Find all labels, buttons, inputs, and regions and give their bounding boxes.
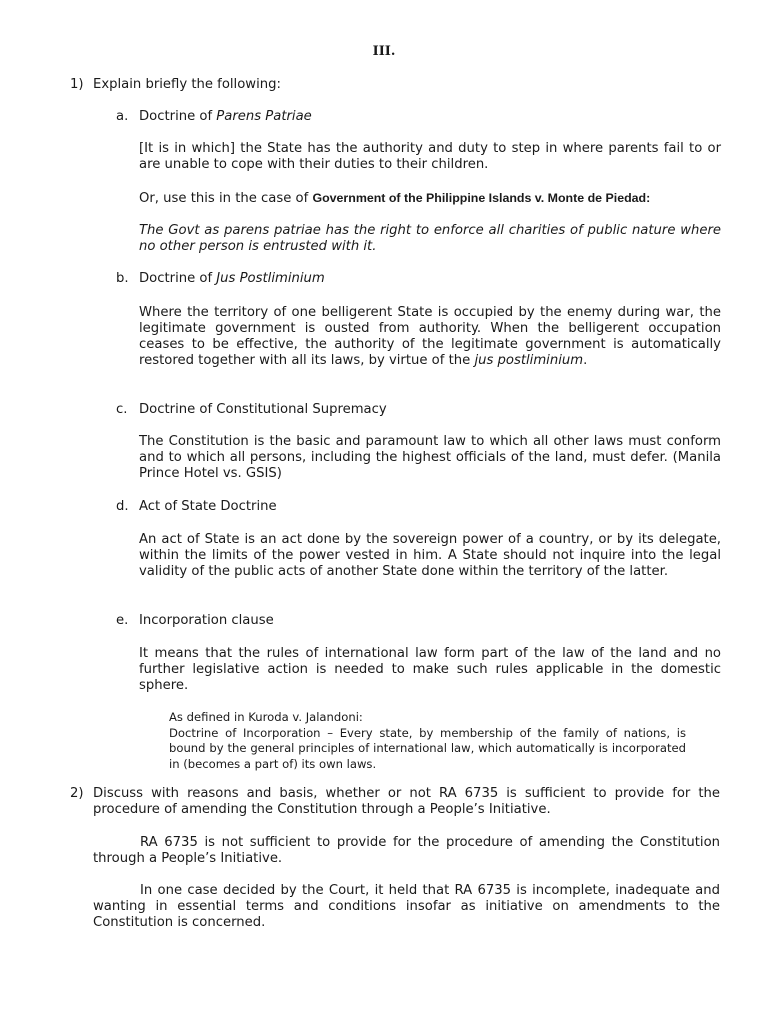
item-a-answer: [It is in which] the State has the authority and duty to step in where parents fail to or are unable to cope with their duties to their children.: [139, 141, 721, 172]
question-2-prompt: Discuss with reasons and basis, whether or not RA 6735 is sufficient to provide for the procedure of amending the Constitution through a People’s Initiative.: [93, 786, 720, 817]
item-a-case-answer: The Govt as parens patriae has the right to enforce all charities of public nature where no other person is entrusted with it.: [139, 223, 721, 254]
item-d-letter: d.: [116, 499, 129, 514]
item-b-heading-term: Jus Postliminium: [216, 271, 325, 286]
item-a-heading: [139, 109, 312, 125]
item-b-answer-term: jus postliminium: [474, 353, 584, 368]
item-d-heading: Act of State Doctrine: [139, 499, 277, 514]
item-b-letter: b.: [116, 271, 129, 286]
question-1-prompt: Explain briefly the following:: [93, 77, 281, 92]
item-a-letter: a.: [116, 109, 129, 124]
item-b-answer-main: Where the territory of one belligerent State is occupied by the enemy during war, the legitimate government is ousted from authority. When the belligerent occupation ceases to be effective, the authority of the legitimate government is automatically restored together with all its laws, by virtue of the: [139, 305, 721, 368]
item-a-case-intro: Or, use this in the case of: [139, 191, 313, 206]
question-2-number: 2): [70, 786, 84, 801]
item-e-quote: [169, 710, 686, 772]
item-b-answer-end: .: [583, 353, 588, 368]
item-b-answer: [139, 305, 721, 369]
section-heading: III.: [372, 44, 396, 59]
item-b-heading-prefix: Doctrine of: [139, 271, 217, 286]
item-b-heading: [139, 271, 325, 287]
item-e-answer: It means that the rules of international law form part of the law of the land and no further legislative action is needed to make such rules applicable in the domestic sphere.: [139, 646, 721, 693]
item-c-heading: Doctrine of Constitutional Supremacy: [139, 402, 387, 417]
item-a-heading-term: Parens Patriae: [216, 109, 312, 124]
item-e-heading: Incorporation clause: [139, 613, 274, 628]
question-2-answer-para-1: RA 6735 is not sufficient to provide for the procedure of amending the Constitution through a People’s Initiative.: [93, 835, 720, 866]
item-e-quote-body: Doctrine of Incorporation – Every state, by membership of the family of nations, is bound by the general principles of international law, which automatically is incorporated in (becomes a part of) its own laws.: [169, 725, 686, 771]
item-a-case-name: Government of the Philippine Islands v. Monte de Piedad:: [312, 191, 651, 205]
item-a-heading-prefix: Doctrine of: [139, 109, 217, 124]
item-e-quote-source: As defined in Kuroda v. Jalandoni:: [169, 710, 363, 724]
item-c-letter: c.: [116, 402, 128, 417]
item-d-answer: An act of State is an act done by the sovereign power of a country, or by its delegate, within the limits of the power vested in him. A State should not inquire into the legal validity of the public acts of another State done within the territory of the latter.: [139, 532, 721, 579]
item-c-answer: The Constitution is the basic and paramount law to which all other laws must conform and to which all persons, including the highest officials of the land, must defer. (Manila Prince Hotel vs. GSIS): [139, 434, 721, 481]
question-1-number: 1): [70, 77, 84, 92]
item-a-case-line: [139, 190, 721, 207]
question-2-answer-para-2: In one case decided by the Court, it held that RA 6735 is incomplete, inadequate and wanting in essential terms and conditions insofar as initiative on amendments to the Constitution is concerned.: [93, 883, 720, 930]
item-e-letter: e.: [116, 613, 129, 628]
